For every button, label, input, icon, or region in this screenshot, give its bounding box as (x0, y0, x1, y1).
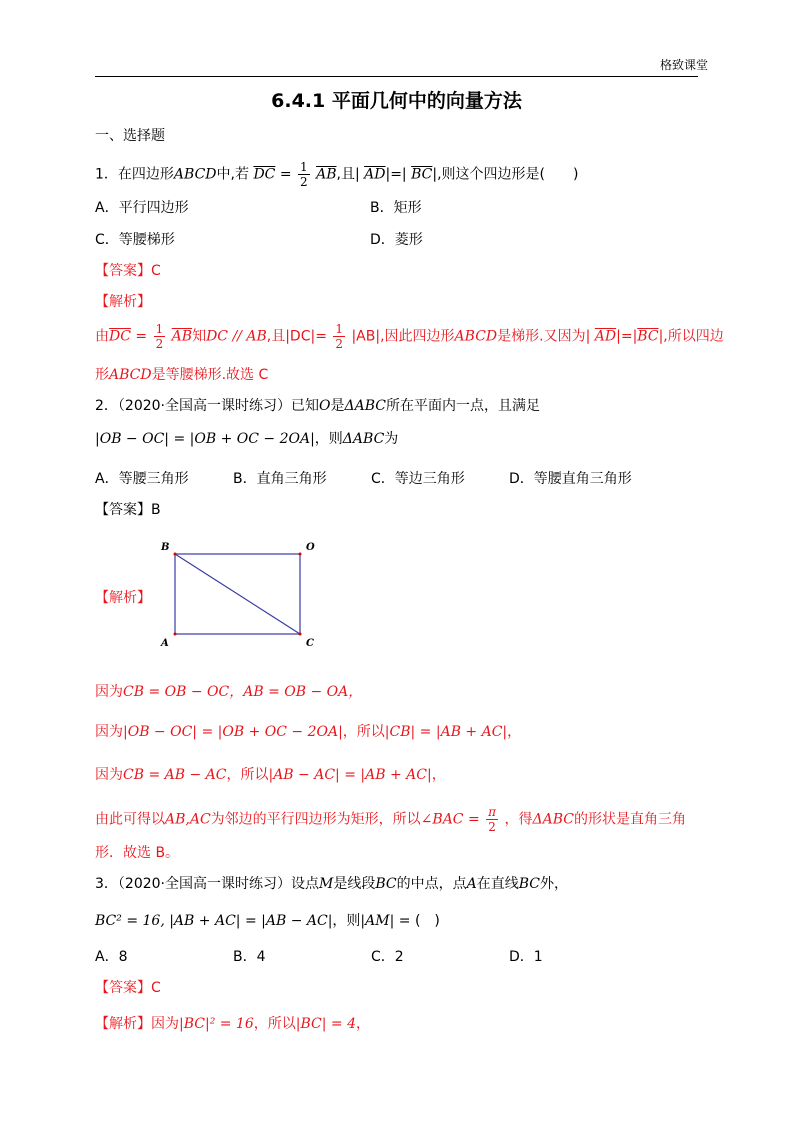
q2-option-a: A．等腰三角形 (95, 471, 189, 487)
q2-solution-line4: 由此可得以AB,AC为邻边的平行四边形为矩形，所以∠BAC = $\frac{\pi}{2}$ ，得ΔABC的形状是直角三角 (95, 805, 686, 834)
q1-option-b: B．矩形 (370, 200, 422, 216)
q2-option-b: B．直角三角形 (233, 471, 327, 487)
point-a (174, 633, 177, 636)
rectangle-diagram (160, 538, 320, 653)
q1-option-d: D．菱形 (370, 232, 423, 248)
label-a: A (161, 638, 169, 649)
q1-stem: 1．在四边形ABCD中,若 $\overline{DC}$ = $\frac{1}{2}$ $\overline{AB}$,且| $\overline{AD}|=|$ $\overline{BC}|$,则这个四边形是( ) (95, 160, 579, 189)
diagonal-bc (175, 554, 300, 634)
q3-option-b: B．4 (233, 949, 266, 965)
q2-stem-line1: 2．（2020·全国高一课时练习）已知O是ΔABC所在平面内一点，且满足 (95, 398, 540, 414)
section-heading: 一、选择题 (95, 128, 165, 144)
q1-solution-line1: 由$\overline{DC}$ = $\frac{1}{2}$ $\overline{AB}$知DC // AB,且|DC|= $\frac{1}{2}$ |AB|,因此四边形ABCD是梯形.又因为| $\overline{AD}|=|\overline{BC}|$,所以四边 (95, 322, 724, 351)
label-o: O (306, 542, 315, 553)
q1-option-c: C．等腰梯形 (95, 232, 175, 248)
label-c: C (306, 638, 314, 649)
point-b (174, 553, 177, 556)
q1-analysis-label: 【解析】 (95, 294, 151, 310)
q3-stem-line1: 3．（2020·全国高一课时练习）设点M是线段BC的中点，点A在直线BC外， (95, 876, 568, 892)
q3-option-d: D．1 (509, 949, 543, 965)
q3-stem-line2: BC² = 16, |AB + AC| = |AB − AC|，则|AM| = ( ) (95, 913, 440, 929)
q2-analysis-label: 【解析】 (95, 590, 151, 606)
q2-solution-line1: 因为CB = OB − OC，AB = OB − OA， (95, 684, 363, 700)
q3-option-c: C．2 (371, 949, 404, 965)
q2-option-d: D．等腰直角三角形 (509, 471, 632, 487)
q3-answer: 【答案】C (95, 980, 161, 996)
header-rule (95, 76, 698, 77)
q3-solution: 【解析】因为|BC|² = 16，所以|BC| = 4， (95, 1016, 370, 1032)
q1-option-a: A．平行四边形 (95, 200, 189, 216)
page-title: 6.4.1 平面几何中的向量方法 (271, 90, 522, 112)
point-o (299, 553, 302, 556)
q3-option-a: A．8 (95, 949, 128, 965)
q2-option-c: C．等边三角形 (371, 471, 465, 487)
q2-stem-line2: |OB − OC| = |OB + OC − 2OA|，则ΔABC为 (95, 431, 399, 447)
q2-solution-line2: 因为|OB − OC| = |OB + OC − 2OA|，所以|CB| = |AB + AC|， (95, 724, 522, 740)
point-c (299, 633, 302, 636)
fraction-half: $\frac{1}{2}$ (300, 160, 308, 189)
label-b: B (161, 542, 170, 553)
q2-solution-line3: 因为CB = AB − AC，所以|AB − AC| = |AB + AC|， (95, 767, 446, 783)
header-brand: 格致课堂 (660, 58, 709, 72)
q2-solution-line5: 形．故选 B。 (95, 845, 180, 861)
q1-answer: 【答案】C (95, 263, 161, 279)
q1-solution-line2: 形ABCD是等腰梯形.故选 C (95, 367, 269, 383)
q2-answer: 【答案】B (95, 502, 161, 518)
